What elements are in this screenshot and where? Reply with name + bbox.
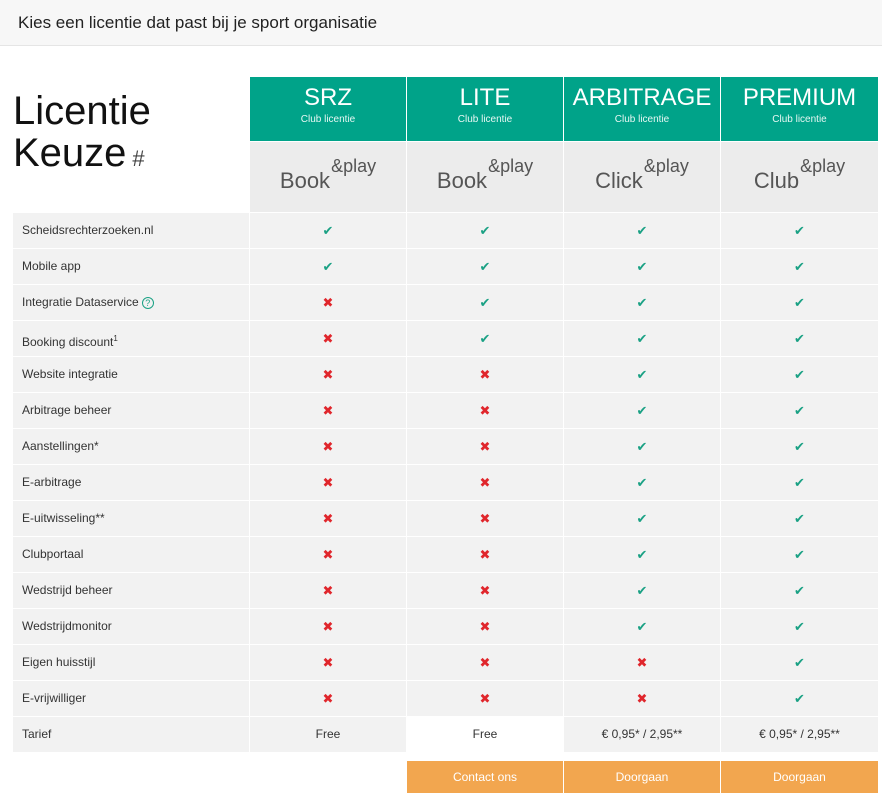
brand-name: Book xyxy=(436,168,488,193)
feature-cell xyxy=(250,681,406,716)
feature-cell xyxy=(564,573,720,608)
feature-cell xyxy=(564,393,720,428)
feature-label xyxy=(13,645,249,680)
feature-row xyxy=(13,609,880,644)
hash-mark: # xyxy=(132,146,145,171)
check-icon: ✔ xyxy=(636,439,648,454)
feature-row xyxy=(13,465,880,500)
check-icon: ✔ xyxy=(794,331,805,346)
brand-name: Click xyxy=(595,168,643,193)
feature-cell xyxy=(250,501,406,536)
feature-cell xyxy=(250,609,406,644)
tariff-value: Free xyxy=(407,717,563,752)
help-icon[interactable]: ? xyxy=(142,297,154,309)
feature-row xyxy=(13,357,880,392)
feature-row xyxy=(13,249,880,284)
continue-button-premium[interactable]: Doorgaan xyxy=(721,761,878,793)
feature-label-text: Arbitrage beheer xyxy=(22,403,112,417)
feature-cell xyxy=(564,285,720,320)
feature-label-text: E-uitwisseling** xyxy=(22,511,105,525)
feature-cell xyxy=(721,573,878,608)
feature-label xyxy=(13,357,249,392)
page-title-line1: Licentie xyxy=(13,89,151,133)
feature-label xyxy=(13,465,249,500)
feature-cell xyxy=(721,501,878,536)
check-icon: ✔ xyxy=(794,691,805,706)
feature-label-text: E-vrijwilliger xyxy=(22,691,87,705)
tariff-value: € 0,95* / 2,95** xyxy=(721,717,878,752)
feature-row xyxy=(13,537,880,572)
cross-icon: ✖ xyxy=(479,619,491,634)
check-icon: ✔ xyxy=(636,331,648,346)
check-icon: ✔ xyxy=(794,223,805,238)
feature-row xyxy=(13,393,880,428)
cross-icon: ✖ xyxy=(322,691,334,706)
feature-cell xyxy=(564,681,720,716)
check-icon: ✔ xyxy=(636,619,648,634)
feature-cell xyxy=(407,321,563,356)
cross-icon: ✖ xyxy=(479,403,491,418)
cross-icon: ✖ xyxy=(479,511,491,526)
feature-cell xyxy=(250,429,406,464)
check-icon: ✔ xyxy=(794,619,805,634)
feature-row xyxy=(13,573,880,608)
check-icon: ✔ xyxy=(794,511,805,526)
feature-cell xyxy=(564,537,720,572)
cross-icon: ✖ xyxy=(636,655,648,670)
feature-cell xyxy=(564,609,720,644)
brand-name: Club xyxy=(753,168,800,193)
cross-icon: ✖ xyxy=(322,619,334,634)
tariff-value: Free xyxy=(250,717,406,752)
plan-header xyxy=(407,77,563,141)
feature-cell xyxy=(721,645,878,680)
feature-label xyxy=(13,213,249,248)
feature-cell xyxy=(564,429,720,464)
feature-label-text: Wedstrijdmonitor xyxy=(22,619,112,633)
check-icon: ✔ xyxy=(794,367,805,382)
tariff-row xyxy=(13,717,880,752)
feature-label-text: E-arbitrage xyxy=(22,475,82,489)
brand-suffix: &play xyxy=(488,156,534,176)
page-title xyxy=(13,90,151,180)
plan-header xyxy=(721,77,878,141)
feature-label xyxy=(13,573,249,608)
modal-header xyxy=(0,0,882,46)
plan-brand xyxy=(407,142,563,212)
feature-cell xyxy=(721,285,878,320)
plan-name: SRZ xyxy=(304,84,352,111)
feature-row xyxy=(13,681,880,716)
check-icon: ✔ xyxy=(322,259,334,274)
feature-cell xyxy=(564,645,720,680)
check-icon: ✔ xyxy=(794,475,805,490)
cross-icon: ✖ xyxy=(322,475,334,490)
feature-cell xyxy=(250,285,406,320)
brand-name: Book xyxy=(279,168,331,193)
feature-cell xyxy=(564,465,720,500)
check-icon: ✔ xyxy=(636,223,648,238)
cross-icon: ✖ xyxy=(479,583,491,598)
cross-icon: ✖ xyxy=(479,475,491,490)
feature-cell xyxy=(250,213,406,248)
cross-icon: ✖ xyxy=(479,439,491,454)
feature-cell xyxy=(721,609,878,644)
feature-label xyxy=(13,681,249,716)
cross-icon: ✖ xyxy=(636,691,648,706)
feature-label-text: Mobile app xyxy=(22,259,81,273)
check-icon: ✔ xyxy=(636,403,648,418)
brand-suffix: &play xyxy=(800,156,846,176)
feature-label xyxy=(13,537,249,572)
tariff-value: € 0,95* / 2,95** xyxy=(564,717,720,752)
cross-icon: ✖ xyxy=(322,295,334,310)
brand-suffix: &play xyxy=(643,156,689,176)
check-icon: ✔ xyxy=(479,331,491,346)
feature-cell xyxy=(407,573,563,608)
feature-row xyxy=(13,645,880,680)
feature-cell xyxy=(721,429,878,464)
check-icon: ✔ xyxy=(794,439,805,454)
feature-label-text: Website integratie xyxy=(22,367,118,381)
feature-cell xyxy=(407,645,563,680)
feature-row xyxy=(13,285,880,320)
feature-label-text: Scheidsrechterzoeken.nl xyxy=(22,223,154,237)
check-icon: ✔ xyxy=(636,547,648,562)
check-icon: ✔ xyxy=(794,583,805,598)
plan-subtitle: Club licentie xyxy=(772,114,827,125)
feature-cell xyxy=(721,393,878,428)
feature-cell xyxy=(721,465,878,500)
feature-cell xyxy=(564,501,720,536)
cross-icon: ✖ xyxy=(479,547,491,562)
check-icon: ✔ xyxy=(794,295,805,310)
feature-label xyxy=(13,285,249,320)
feature-cell xyxy=(721,249,878,284)
feature-label xyxy=(13,501,249,536)
cross-icon: ✖ xyxy=(479,655,491,670)
check-icon: ✔ xyxy=(636,367,648,382)
feature-cell xyxy=(250,537,406,572)
feature-cell xyxy=(564,321,720,356)
check-icon: ✔ xyxy=(794,655,805,670)
check-icon: ✔ xyxy=(479,259,491,274)
page-title-line2: Keuze xyxy=(13,131,127,175)
cross-icon: ✖ xyxy=(322,655,334,670)
feature-cell xyxy=(407,285,563,320)
cross-icon: ✖ xyxy=(479,367,491,382)
feature-cell xyxy=(721,321,878,356)
feature-label-text: Wedstrijd beheer xyxy=(22,583,113,597)
cross-icon: ✖ xyxy=(322,331,334,346)
cross-icon: ✖ xyxy=(322,367,334,382)
cross-icon: ✖ xyxy=(322,439,334,454)
check-icon: ✔ xyxy=(479,295,491,310)
plan-header xyxy=(250,77,406,141)
feature-label-text: Aanstellingen* xyxy=(22,439,99,453)
feature-cell xyxy=(250,321,406,356)
brand-suffix: &play xyxy=(331,156,377,176)
feature-cell xyxy=(407,681,563,716)
feature-cell xyxy=(721,537,878,572)
feature-cell xyxy=(250,249,406,284)
feature-cell xyxy=(250,357,406,392)
feature-cell xyxy=(721,357,878,392)
feature-label-text: Integratie Dataservice xyxy=(22,295,139,309)
plan-header xyxy=(564,77,720,141)
feature-cell xyxy=(250,465,406,500)
feature-row xyxy=(13,213,880,248)
check-icon: ✔ xyxy=(479,223,491,238)
feature-label-text: Eigen huisstijl xyxy=(22,655,96,669)
plan-brand xyxy=(564,142,720,212)
check-icon: ✔ xyxy=(794,403,805,418)
cross-icon: ✖ xyxy=(322,403,334,418)
plan-subtitle: Club licentie xyxy=(614,114,670,125)
feature-cell xyxy=(407,249,563,284)
feature-cell xyxy=(407,429,563,464)
feature-cell xyxy=(721,681,878,716)
cross-icon: ✖ xyxy=(322,583,334,598)
check-icon: ✔ xyxy=(636,259,648,274)
feature-cell xyxy=(407,213,563,248)
feature-row xyxy=(13,501,880,536)
feature-row xyxy=(13,321,880,356)
check-icon: ✔ xyxy=(794,547,805,562)
feature-cell xyxy=(407,393,563,428)
feature-cell xyxy=(407,357,563,392)
feature-cell xyxy=(250,393,406,428)
feature-label xyxy=(13,609,249,644)
cross-icon: ✖ xyxy=(479,691,491,706)
feature-cell xyxy=(250,573,406,608)
contact-button[interactable]: Contact ons xyxy=(407,761,563,793)
check-icon: ✔ xyxy=(636,475,648,490)
feature-cell xyxy=(564,357,720,392)
plan-name: LITE xyxy=(459,84,511,111)
check-icon: ✔ xyxy=(794,259,805,274)
check-icon: ✔ xyxy=(322,223,334,238)
plan-subtitle: Club licentie xyxy=(300,114,356,125)
feature-label xyxy=(13,249,249,284)
feature-row xyxy=(13,429,880,464)
feature-cell xyxy=(407,609,563,644)
feature-cell xyxy=(721,213,878,248)
feature-label-text: Booking discount xyxy=(22,335,114,349)
plan-subtitle: Club licentie xyxy=(457,114,513,125)
feature-label xyxy=(13,321,249,356)
feature-cell xyxy=(407,465,563,500)
plan-brand xyxy=(721,142,878,212)
feature-cell xyxy=(564,249,720,284)
feature-cell xyxy=(564,213,720,248)
cross-icon: ✖ xyxy=(322,511,334,526)
plan-name: ARBITRAGE xyxy=(572,84,712,111)
footnote-mark: 1 xyxy=(113,334,118,343)
check-icon: ✔ xyxy=(636,511,648,526)
tariff-label: Tarief xyxy=(13,717,249,752)
feature-cell xyxy=(250,645,406,680)
plan-brand xyxy=(250,142,406,212)
feature-label-text: Clubportaal xyxy=(22,547,84,561)
feature-label xyxy=(13,393,249,428)
feature-cell xyxy=(407,501,563,536)
continue-button-arbitrage[interactable]: Doorgaan xyxy=(564,761,720,793)
check-icon: ✔ xyxy=(636,583,648,598)
plan-name: PREMIUM xyxy=(742,84,857,111)
feature-cell xyxy=(407,537,563,572)
feature-label xyxy=(13,429,249,464)
cross-icon: ✖ xyxy=(322,547,334,562)
modal-title: Kies een licentie dat past bij je sport organisatie xyxy=(18,13,378,32)
check-icon: ✔ xyxy=(636,295,648,310)
